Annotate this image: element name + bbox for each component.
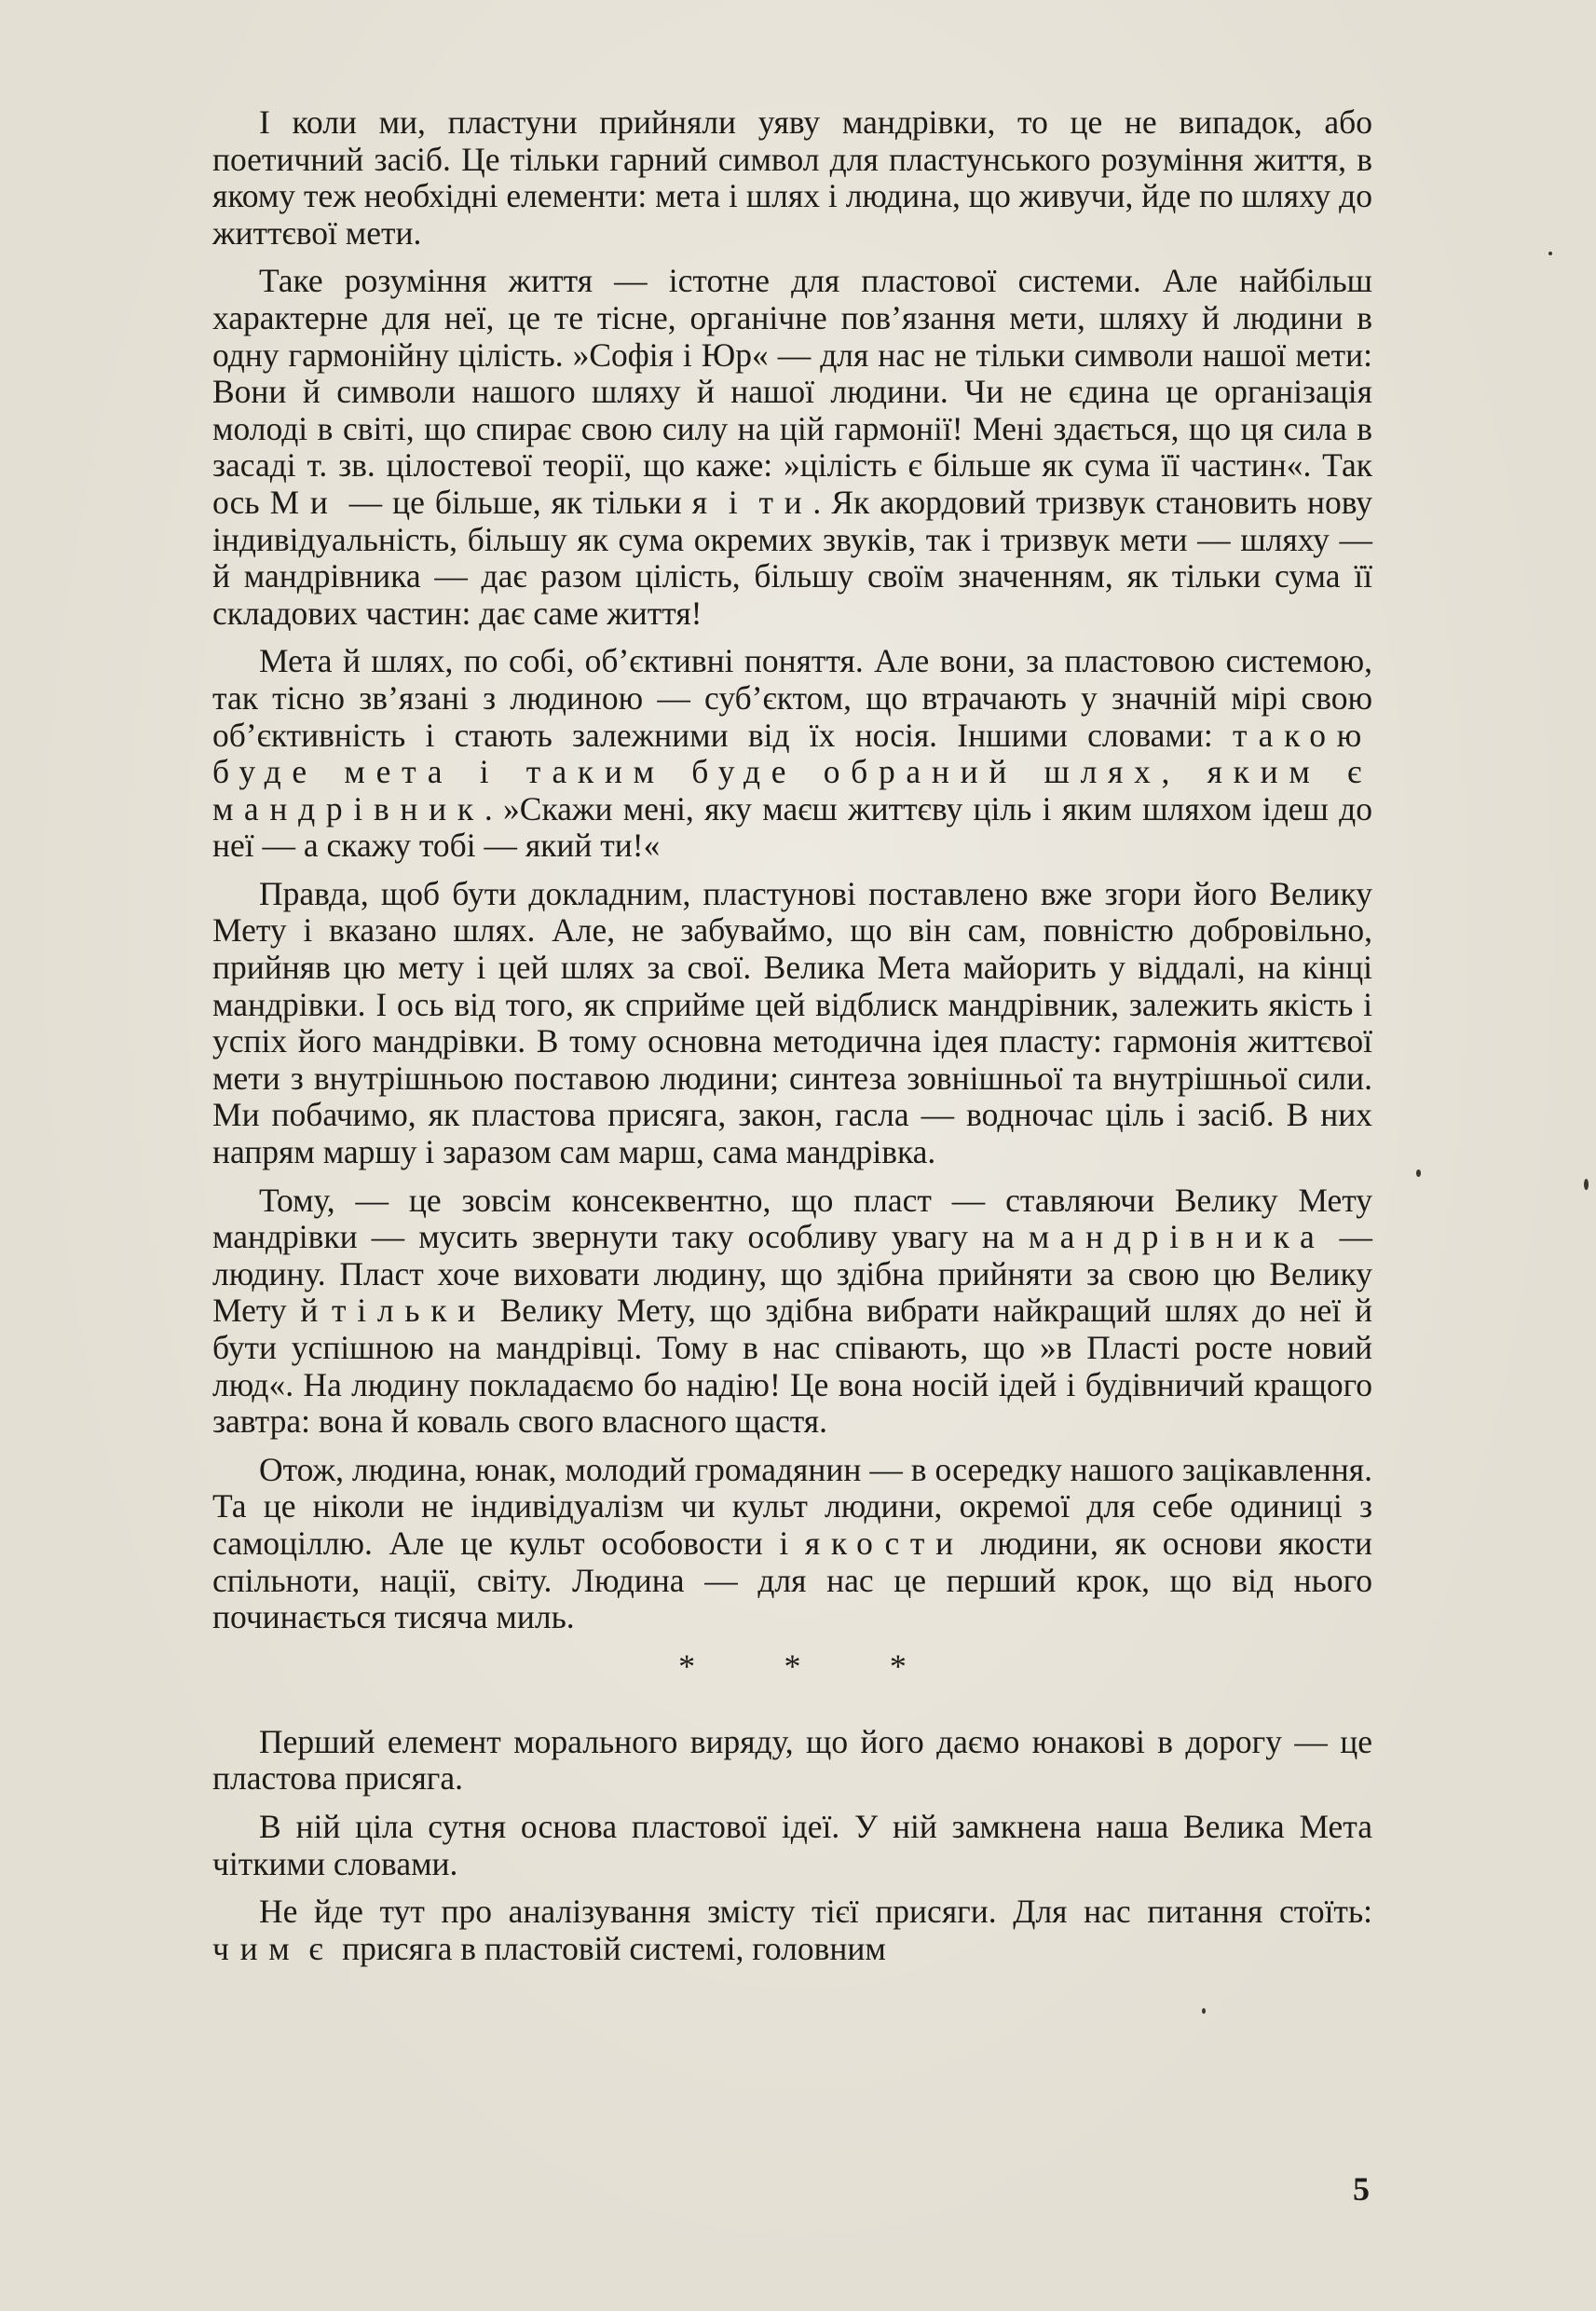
section-separator: * * * (678, 1647, 948, 1685)
text-run: людини, як основи якости спільноти, нації, світу. Людина — для нас це перший крок, що від нього починається тисяча миль. (212, 1524, 1372, 1636)
text-run: присяга в пластовій системі, головним (334, 1929, 886, 1967)
text-run: . »Скажи мені, яку маєш життєву ціль і яким шляхом ідеш до неї — а скажу тобі — який ти!« (212, 789, 1372, 865)
text-run: Таке розуміння життя — істотне для пластової системи. Але найбільш характерне для неї, це те тісне, органічне пов’язання мети, шляху й людини в одну гармонійну цілість. »Софія і Юр« — для нас не тільки символи нашої мети: Вони й символи нашого шляху й нашої людини. Чи не єдина це організація молоді в світі, що спирає свою силу на цій гармонії! Мені здається, що ця сила в засаді т. зв. цілостевої теорії, що каже: »цілість є більше як сума її частин«. Так ось (212, 262, 1372, 521)
text-run: Перший елемент морального виряду, що його даємо юнакові в дорогу — це пластова присяга. (212, 1722, 1372, 1798)
text-run: Отож, людина, юнак, молодий громадянин — в осередку нашого зацікавлення. Та це ніколи не індивідуалізм чи культ людини, окремої для себе одиниці з самоціллю. Але це культ особовости і (212, 1450, 1372, 1562)
spaced-emphasis: тільки (332, 1292, 486, 1330)
text-run: Не йде тут про аналізування змісту тієї присяги. Для нас питання стоїть: (259, 1893, 1372, 1931)
spaced-emphasis: такою буде мета і таким буде обраний шлях, яким є мандрівник (212, 716, 1372, 827)
page-number: 5 (1353, 2170, 1370, 2208)
paragraph-p4 (212, 876, 1372, 1171)
paragraph-p7 (212, 1724, 1372, 1798)
text-run: — це більше, як тільки (338, 483, 692, 521)
spaced-emphasis: мандрівника (1028, 1218, 1326, 1256)
spaced-emphasis: якости (804, 1524, 964, 1562)
text-run: Правда, щоб бути докладним, пластунові поставлено вже згори його Велику Мету і вказано шлях. Але, не забуваймо, що він сам, повністю добровільно, прийняв цю мету і цей шлях за свої. Велика Мета майорить у віддалі, на кінці мандрівки. І ось від того, як сприйме цей відблиск мандрівник, залежить якість і успіх його мандрівки. В тому основна методична ідея пласту: гармонія життєвої мети з внутрішньою поставою людини; синтеза зовнішньої та внутрішньої сили. Ми побачимо, як пластова присяга, закон, гасла — водночас ціль і засіб. В них напрям маршу і заразом сам марш, сама мандрівка. (212, 874, 1372, 1171)
paragraph-p1 (212, 104, 1372, 252)
dust-speck (1202, 2008, 1206, 2014)
text-run: Тому, — це зовсім консеквентно, що пласт — ставляючи Велику Мету мандрівки — мусить звернути таку особливу увагу на (212, 1181, 1372, 1256)
text-run: — людину. Пласт хоче виховати людину, що здібна прийняти за свою цю Велику Мету й (212, 1218, 1373, 1330)
paragraph-p9 (212, 1894, 1372, 1967)
spaced-emphasis: чим (212, 1929, 301, 1967)
text-run: Мета й шлях, по собі, об’єктивні поняття. Але вони, за пластовою системою, так тісно зв’язані з людиною — суб’єктом, що втрачають у значній мірі свою об’єктивність і стають залежними від їх носія. Іншими словами: (212, 642, 1372, 754)
text-run: . Як акордовий тризвук становить нову індивідуальність, більшу як сума окремих звуків, так і тризвук мети — шляху — й мандрівника — дає разом цілість, більшу своїм значенням, як тільки сума її складових частин: дає саме життя! (212, 483, 1373, 632)
text-run: І коли ми, пластуни прийняли уяву мандрівки, то це не випадок, або поетичний засіб. Це тільки гарний символ для пластунського розуміння життя, в якому теж необхідні елементи: мета і шлях і людина, що живучи, йде по шляху до життєвої мети. (212, 103, 1372, 252)
text-run (748, 484, 758, 521)
dust-speck (1584, 1179, 1589, 1190)
text-run: В ній ціла сутня основа пластової ідеї. У ній замкнена наша Велика Мета чіткими словами. (212, 1807, 1372, 1882)
paragraph-p5 (212, 1183, 1372, 1441)
spaced-emphasis: і (728, 483, 749, 521)
paragraph-p2 (212, 263, 1372, 632)
text-run: Велику Мету, що здібна вибрати найкращий шлях до неї й бути успішною на мандрівці. Тому в нас співають, що »в Пласті росте новий люд«. На людину покладаємо бо надію! Це вона носій ідей і будівничий кращого завтра: вона й коваль свого власного щастя. (212, 1292, 1372, 1441)
text-run (300, 1930, 308, 1967)
paragraphs-after-separator (212, 1724, 1372, 1968)
body-text (212, 104, 1372, 1978)
paragraph-p6 (212, 1452, 1372, 1636)
text-run (718, 484, 729, 521)
paragraph-p8 (212, 1809, 1372, 1882)
spaced-emphasis: я (691, 483, 718, 521)
dust-speck (1548, 252, 1552, 255)
spaced-emphasis: Ми (269, 483, 339, 521)
dust-speck (1416, 1169, 1421, 1177)
spaced-emphasis: ти (758, 483, 813, 521)
spaced-emphasis: є (308, 1929, 334, 1967)
paragraph-p3 (212, 643, 1372, 865)
paragraphs-before-separator (212, 104, 1372, 1636)
